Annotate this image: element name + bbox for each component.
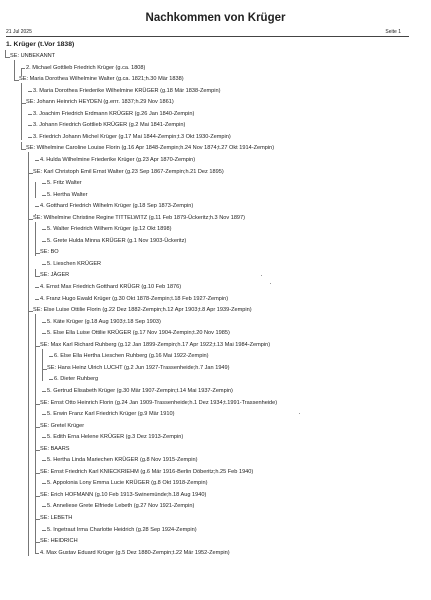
descendant-entry: 5. Edith Erna Helene KRÜGER (g.3 Dez 1913-Zempin): [47, 434, 184, 441]
spouse-entry: SE: Ernst Friedrich Karl KNIECKRIEHM (g.6 Mär 1916-Berlin Döberitz;h.25 Feb 1940): [40, 468, 254, 475]
scan-speck: [299, 413, 300, 414]
spouse-entry: SE: HEIDRICH: [40, 538, 78, 545]
descendant-entry: 5. Hertha Linda Mariechen KRÜGER (g.8 Nov 1915-Zempin): [47, 457, 198, 464]
spouse-entry: SE: Else Luise Ottilie Florin (g.22 Dez 1882-Zempin;h.12 Apr 1903;t.8 Apr 1939-Zempin): [33, 307, 252, 314]
scan-speck: [261, 275, 262, 276]
spouse-entry: SE: BO: [40, 249, 59, 256]
descendant-entry: 5. Lieschen KRÜGER: [47, 260, 102, 267]
spouse-entry: SE: UNBEKANNT: [10, 53, 56, 59]
spouse-entry: SE: JÄGER: [40, 272, 70, 279]
descendant-entry: 4. Franz Hugo Ewald Krüger (g.30 Okt 1878-Zempin;t.18 Feb 1927-Zempin): [40, 295, 229, 302]
descendant-entry: 4. Max Gustav Eduard Krüger (g.5 Dez 1880-Zempin;t.22 Mär 1952-Zempin): [40, 549, 230, 556]
descendant-entry: 5. Grete Hulda Minna KRÜGER (g.1 Nov 1903-Ückeritz): [47, 237, 187, 244]
descendant-entry: 4. Gotthard Friedrich Wilhelm Krüger (g.18 Sep 1873-Zempin): [40, 203, 194, 210]
descendant-entry: 5. Hertha Walter: [47, 191, 88, 198]
descendant-entry: 5. Erwin Franz Karl Friedrich Krüger (g.9 Mär 1910): [47, 411, 175, 418]
descendant-entry: 3. Maria Dorothea Friederike Wilhelmine KRÜGER (g.18 Mär 1838-Zempin): [33, 87, 221, 94]
descendant-entry: 3. Johann Friedrich Gottlieb KRÜGER (g.2 Mai 1841-Zempin): [33, 122, 186, 129]
report-title: Nachkommen von Krüger: [145, 12, 286, 24]
spouse-entry: SE: Johann Heinrich HEYDEN (g.errr. 1837;h.29 Nov 1861): [26, 99, 174, 106]
descendant-entry: 3. Joachim Friedrich Erdmann KRÜGER (g.26 Jan 1840-Zempin): [33, 110, 195, 117]
spouse-entry: SE: BAARS: [40, 445, 70, 452]
descendant-entry: 5. Gertrud Elisabeth Krüger (g.30 Mär 1907-Zempin;t.14 Mai 1937-Zempin): [47, 387, 233, 394]
descendant-entry: 4. Hulda Wilhelmine Friederike Krüger (g.23 Apr 1870-Zempin): [40, 156, 196, 163]
spouse-entry: SE: Wilhelmine Caroline Louise Florin (g.16 Apr 1848-Zempin;h.24 Nov 1874;t.27 Okt 1914-Zempin): [26, 145, 275, 152]
descendant-entry: 5. Else Ella Luise Ottilie KRÜGER (g.17 Nov 1904-Zempin;t.20 Nov 1985): [47, 330, 230, 337]
report-date: 21 Jul 2025: [6, 29, 32, 35]
spouse-entry: SE: Max Karl Richard Ruhberg (g.12 Jan 1899-Zempin;h.17 Apr 1922;t.13 Mai 1984-Zempin): [40, 341, 271, 348]
spouse-entry: SE: Hans Heinz Ulrich LUCHT (g.2 Jun 1927-Trassenheide;h.7 Jan 1949): [47, 364, 230, 371]
descendant-entry: 6. Else Ella Hertha Lieschen Ruhberg (g.16 Mai 1922-Zempin): [54, 353, 209, 360]
descendant-entry: 5. Ingetraut Irma Charlotte Heidrich (g.28 Sep 1924-Zempin): [47, 526, 197, 533]
descendant-entry: 2. Michael Gottlieb Friedrich Krüger (g.ca. 1808): [26, 64, 146, 71]
spouse-entry: SE: LEBETH: [40, 515, 73, 521]
descendant-entry: 5. Fritz Walter: [47, 180, 82, 187]
spouse-entry: SE: Ernst Otto Heinrich Florin (g.24 Jan 1909-Trassenheide;h.1 Dez 1934;t.1991-Trassenheide): [40, 399, 278, 406]
descendant-entry: 6. Dieter Ruhberg: [54, 376, 99, 383]
descendant-entry: 4. Ernst Max Friedrich Gotthard KRÜGR (g.10 Feb 1876): [40, 284, 182, 290]
tree-line: [35, 182, 36, 198]
spouse-entry: SE: Maria Dorothea Wilhelmine Walter (g.ca. 1821;h.30 Mär 1838): [19, 76, 184, 83]
spouse-entry: SE: Karl Christoph Emil Ernst Walter (g.23 Sep 1867-Zempin;h.21 Dez 1895): [33, 168, 224, 175]
spouse-entry: SE: Wilhelmine Christine Regine TITTELWITZ (g.11 Feb 1879-Ückeritz;h.3 Nov 1897): [33, 214, 246, 221]
spouse-entry: SE: Gretel Krüger: [40, 422, 85, 429]
root-ancestor: 1. Krüger (t.Vor 1838): [6, 41, 75, 48]
page-number: Seite 1: [385, 29, 401, 35]
descendant-entry: 3. Friedrich Johann Michel Krüger (g.17 Mai 1844-Zempin;t.3 Okt 1930-Zempin): [33, 133, 231, 140]
descendant-entry: 5. Käte Krüger (g.18 Aug 1903;t.18 Sep 1903): [47, 318, 161, 325]
spouse-entry: SE: Erich HOFMANN (g.10 Feb 1913-Swinemünde;h.18 Aug 1940): [40, 491, 207, 498]
descendant-entry: 5. Walter Friedrich Wilhem Krüger (g.12 Okt 1898): [47, 226, 172, 233]
scan-speck: [270, 283, 271, 284]
descendant-entry: 5. Anneliese Grete Elfriede Lebeth (g.27 Nov 1921-Zempin): [47, 503, 195, 510]
descendant-entry: 5. Appolonia Lony Emma Lucie KRÜGER (g.8 Okt 1918-Zempin): [47, 480, 208, 487]
tree-line: [28, 148, 29, 556]
